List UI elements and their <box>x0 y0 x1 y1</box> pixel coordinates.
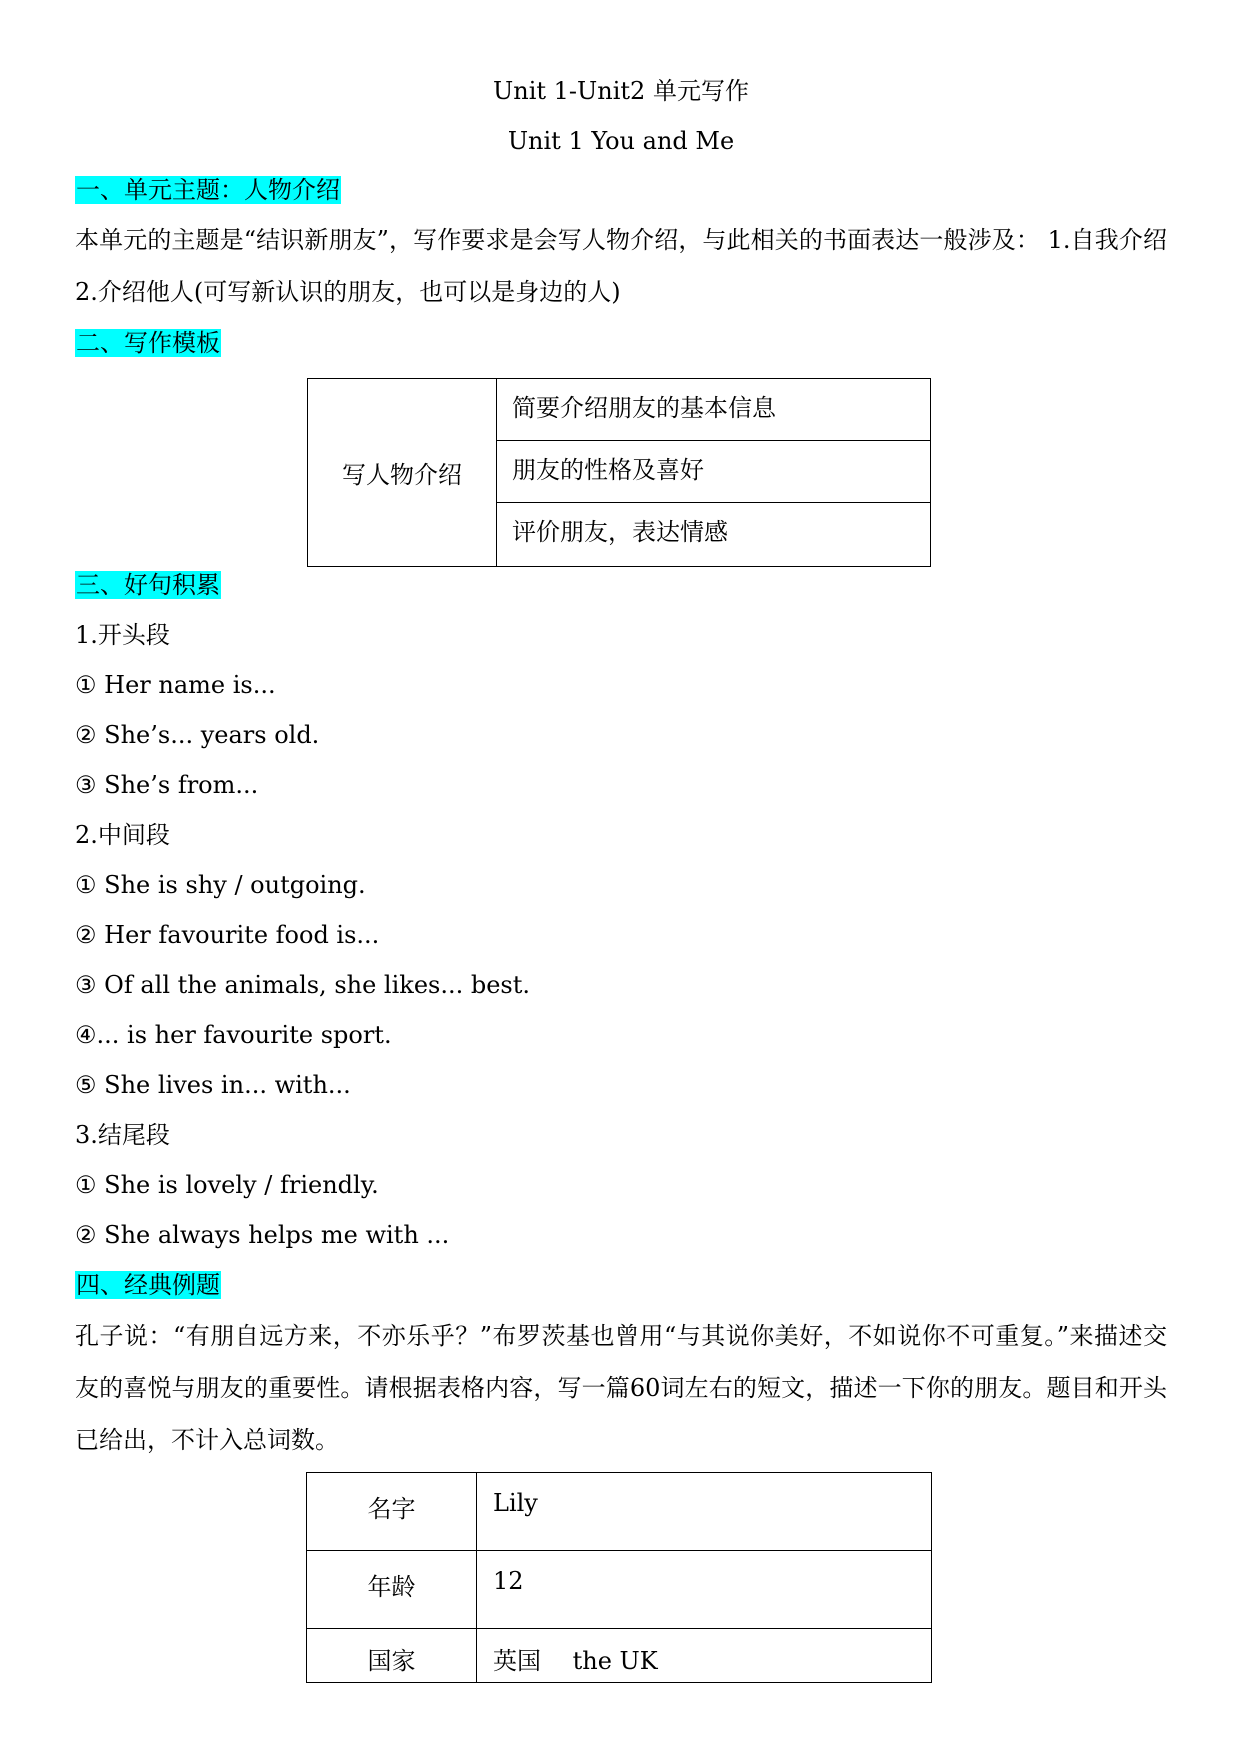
section-heading-example <box>75 1270 221 1300</box>
info-value: Lily <box>477 1473 932 1551</box>
sentence-item: ③ Of all the animals, she likes... best. <box>75 971 531 999</box>
sentence-item: ① Her name is... <box>75 671 276 699</box>
table-row <box>307 1629 932 1683</box>
theme-paragraph: 本单元的主题是“结识新朋友”，写作要求是会写人物介绍，与此相关的书面表达一般涉及： 1.自我介绍 2.介绍他人(可写新认识的朋友，也可以是身边的人) <box>75 226 1167 306</box>
section-heading-template <box>75 328 221 358</box>
info-value: 12 <box>477 1551 932 1629</box>
document-title: Unit 1-Unit2 单元写作 <box>493 77 749 105</box>
heading-highlight: 二、写作模板 <box>76 329 220 357</box>
sentence-item: ④... is her favourite sport. <box>75 1021 392 1049</box>
part-label-middle: 2.中间段 <box>75 821 170 849</box>
template-table-row: 评价朋友，表达情感 <box>497 503 931 567</box>
sentence-item: ① She is lovely / friendly. <box>75 1171 379 1199</box>
template-table-row: 简要介绍朋友的基本信息 <box>497 379 931 441</box>
document-subtitle: Unit 1 You and Me <box>507 127 735 155</box>
info-key: 国家 <box>307 1629 477 1683</box>
heading-highlight: 四、经典例题 <box>76 1271 220 1299</box>
part-label-opening: 1.开头段 <box>75 621 170 649</box>
sentence-item: ① She is shy / outgoing. <box>75 871 366 899</box>
sentence-item: ③ She’s from... <box>75 771 259 799</box>
template-table <box>307 378 931 567</box>
info-key: 名字 <box>307 1473 477 1551</box>
sentence-item: ② She’s... years old. <box>75 721 320 749</box>
section-heading-sentences <box>75 570 221 600</box>
sentence-item: ② Her favourite food is... <box>75 921 380 949</box>
heading-highlight: 一、单元主题：人物介绍 <box>76 176 340 204</box>
example-paragraph: 孔子说：“有朋自远方来，不亦乐乎？”布罗茨基也曾用“与其说你美好，不如说你不可重复。”来描述交友的喜悦与朋友的重要性。请根据表格内容，写一篇60词左右的短文，描述一下你的朋友。题目和开头已给出，不计入总词数。 <box>75 1322 1167 1454</box>
template-table-row: 朋友的性格及喜好 <box>497 441 931 503</box>
info-value: 英国 the UK <box>477 1629 932 1683</box>
template-table-left-cell: 写人物介绍 <box>308 379 497 567</box>
table-row <box>307 1551 932 1629</box>
info-table <box>306 1472 932 1683</box>
part-label-ending: 3.结尾段 <box>75 1121 170 1149</box>
section-heading-theme <box>75 175 341 205</box>
sentence-item: ⑤ She lives in... with... <box>75 1071 351 1099</box>
table-row <box>307 1473 932 1551</box>
info-key: 年龄 <box>307 1551 477 1629</box>
heading-highlight: 三、好句积累 <box>76 571 220 599</box>
sentence-item: ② She always helps me with ... <box>75 1221 450 1249</box>
